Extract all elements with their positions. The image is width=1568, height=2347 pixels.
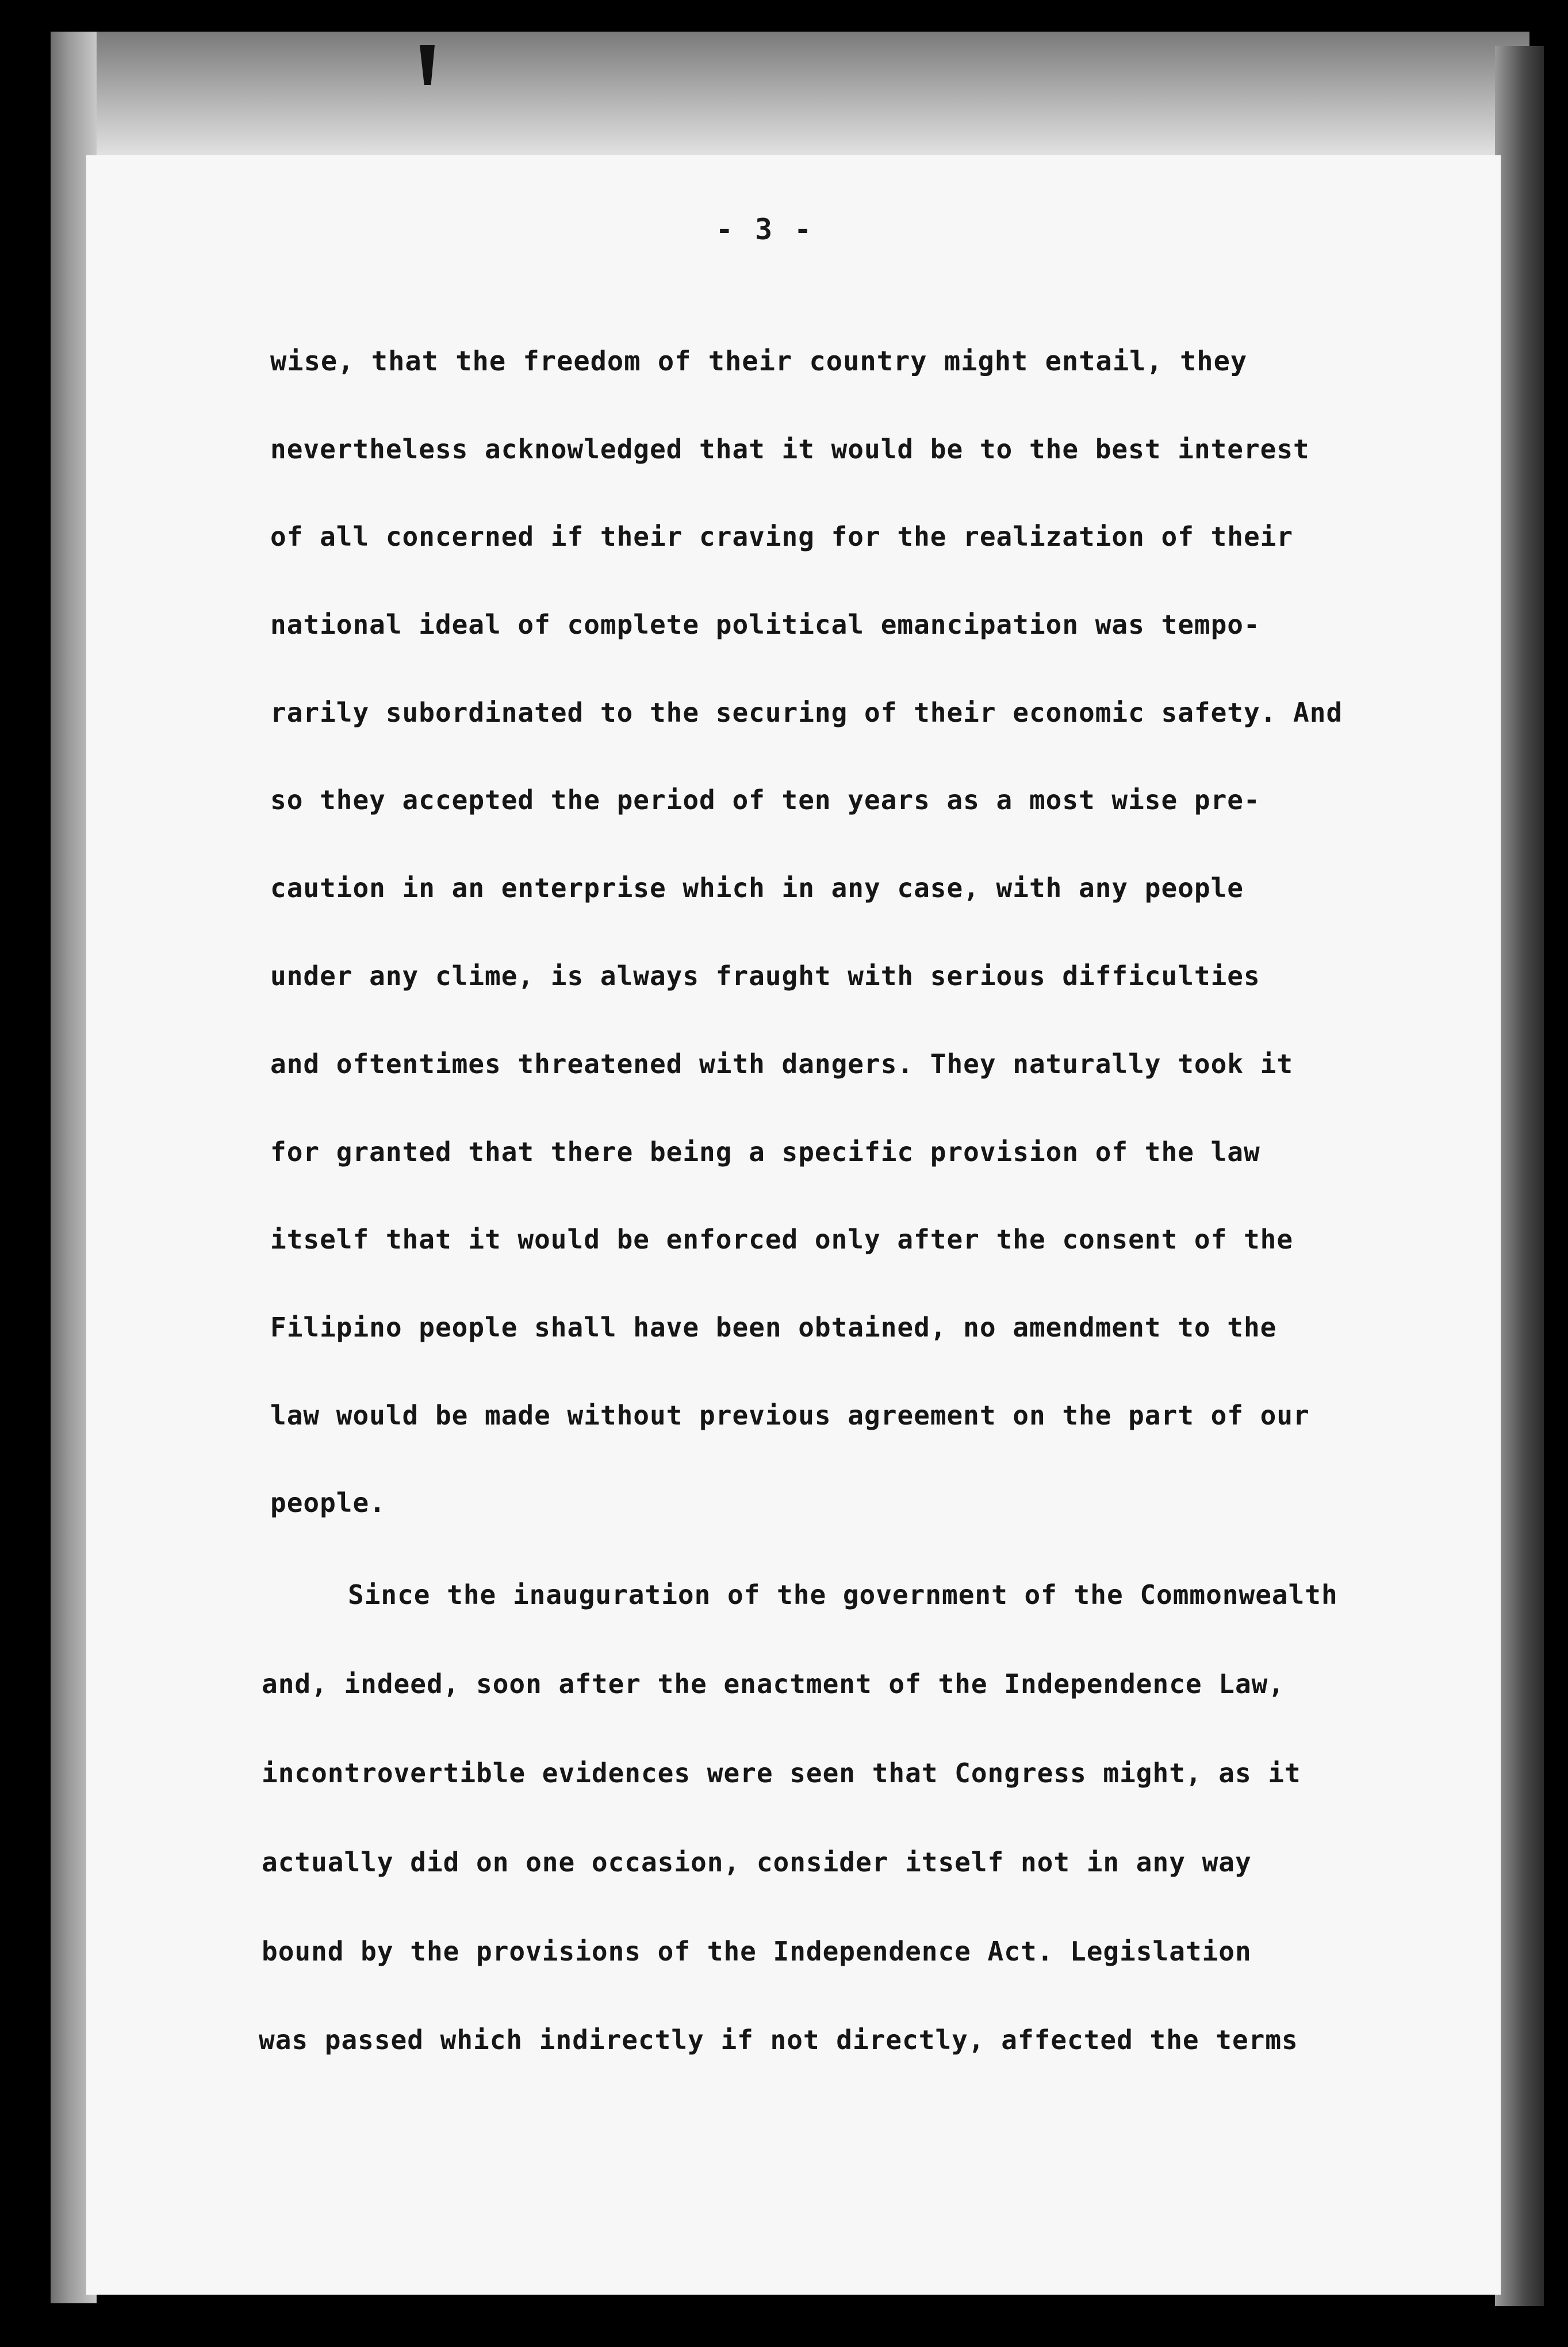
text-line: so they accepted the period of ten years as a most wise pre- xyxy=(270,784,1260,815)
text-line: people. xyxy=(270,1487,386,1518)
page-number: - 3 - xyxy=(715,213,814,246)
text-line: actually did on one occasion, consider itself not in any way xyxy=(262,1847,1252,1878)
text-line: nevertheless acknowledged that it would be to the best interest xyxy=(270,434,1310,465)
text-line: of all concerned if their craving for the realization of their xyxy=(270,521,1294,552)
text-line: incontrovertible evidences were seen that Congress might, as it xyxy=(262,1758,1301,1789)
text-line: wise, that the freedom of their country might entail, they xyxy=(270,346,1248,377)
text-line: national ideal of complete political emancipation was tempo- xyxy=(270,609,1260,640)
text-line: caution in an enterprise which in any case, with any people xyxy=(270,872,1244,903)
text-line: for granted that there being a specific provision of the law xyxy=(270,1136,1260,1167)
text-line: Filipino people shall have been obtained, no amendment to the xyxy=(270,1312,1277,1343)
text-line: under any clime, is always fraught with serious difficulties xyxy=(270,960,1260,991)
text-line: and oftentimes threatened with dangers. They naturally took it xyxy=(270,1048,1294,1079)
text-line: and, indeed, soon after the enactment of the Independence Law, xyxy=(262,1668,1285,1699)
text-line: law would be made without previous agreement on the part of our xyxy=(270,1400,1310,1431)
scan-right-border xyxy=(1495,46,1544,2306)
text-line: was passed which indirectly if not directly, affected the terms xyxy=(259,2024,1298,2055)
text-line: Since the inauguration of the government of the Commonwealth xyxy=(348,1579,1338,1610)
text-line: bound by the provisions of the Independence Act. Legislation xyxy=(262,1936,1252,1967)
text-line: itself that it would be enforced only after the consent of the xyxy=(270,1224,1294,1255)
text-line: rarily subordinated to the securing of their economic safety. And xyxy=(270,697,1343,728)
scan-top-border xyxy=(69,32,1529,164)
